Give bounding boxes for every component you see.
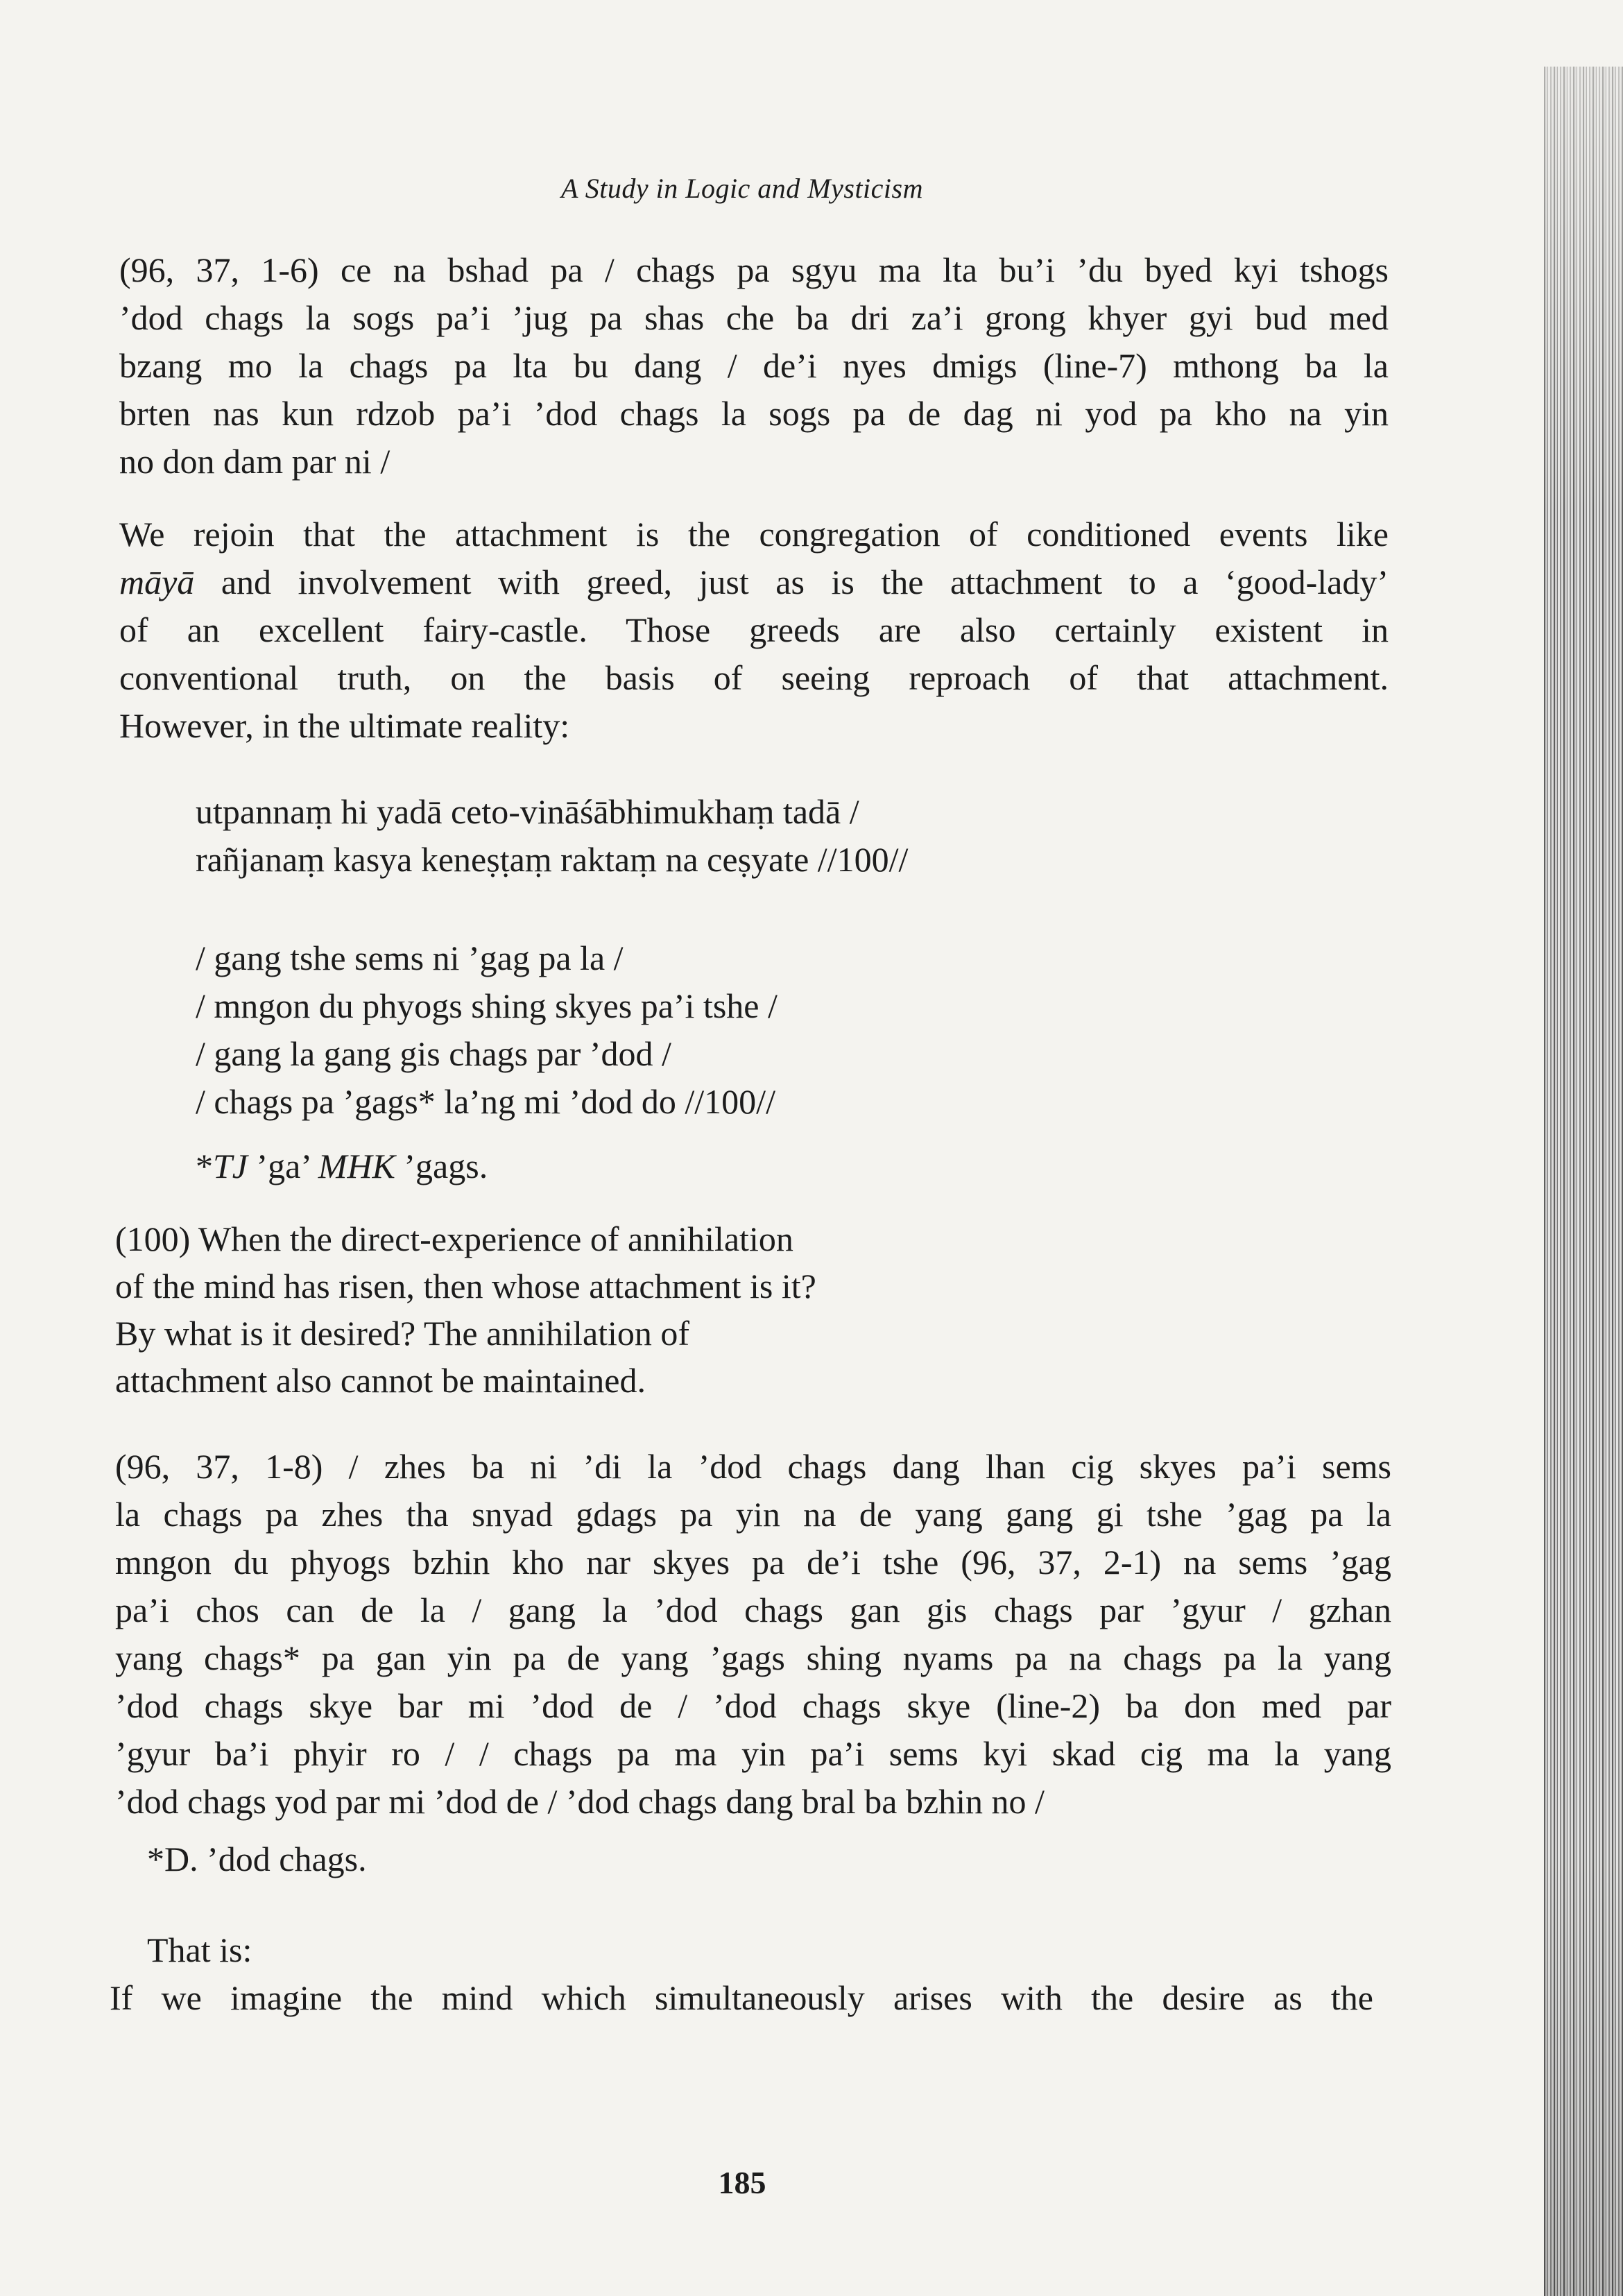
text-segment: ’ga’ (248, 1147, 318, 1185)
text-segment: of an excellent fairy-castle. Those greeds are also certainly existent in (119, 610, 1389, 649)
text-line: pa’i chos can de la / gang la ’dod chags gan gis chags par ’gyur / gzhan (115, 1591, 1391, 1629)
footnote-line (196, 1142, 750, 1190)
text-line (119, 654, 1389, 702)
text-line: attachment also cannot be maintained. (115, 1361, 646, 1400)
tibetan-paragraph-2 (115, 1443, 1391, 1826)
verse-line: utpannaṃ hi yadā ceto-vināśābhimukhaṃ tadā / (196, 792, 859, 831)
text-line: no don dam par ni / (119, 442, 390, 481)
verse-line: rañjanaṃ kasya keneṣṭaṃ raktaṃ na ceṣyate //100// (196, 840, 909, 879)
verse-line: / chags pa ’gags* la’ng mi ’dod do //100// (196, 1082, 775, 1121)
english-paragraph-2 (110, 1974, 1373, 2022)
running-head-title: A Study in Logic and Mysticism (561, 173, 923, 204)
text-segment: conventional truth, on the basis of seeing reproach of that attachment. (119, 658, 1389, 697)
text-segment: ’gags. (395, 1147, 488, 1185)
text-line: ’gyur ba’i phyir ro / / chags pa ma yin pa’i sems kyi skad cig ma la yang (115, 1734, 1391, 1773)
footnote-star: * (196, 1147, 213, 1185)
translation-verse-100 (115, 1215, 1017, 1404)
page-number: 185 (718, 2165, 766, 2200)
italic-term-maya: māyā (119, 563, 195, 601)
footnote-1 (196, 1142, 750, 1190)
tibetan-verse (196, 934, 1236, 1126)
tibetan-paragraph-1 (119, 246, 1389, 486)
text-line: That is: (147, 1930, 252, 1969)
footnote-2 (147, 1835, 702, 1883)
siglum-mhk: MHK (318, 1147, 395, 1185)
text-line (119, 702, 1389, 750)
text-segment: We rejoin that the attachment is the congregation of conditioned events like (119, 515, 1389, 554)
text-line: (100) When the direct-experience of annihilation (115, 1219, 793, 1258)
verse-line: / gang la gang gis chags par ’dod / (196, 1034, 671, 1073)
text-line (119, 511, 1389, 558)
text-line: mngon du phyogs bzhin kho nar skyes pa de’i tshe (96, 37, 2-1) na sems ’gag (115, 1543, 1391, 1582)
text-line (119, 558, 1389, 606)
verse-line: / mngon du phyogs shing skyes pa’i tshe / (196, 986, 778, 1025)
that-is-line (147, 1926, 702, 1974)
text-segment: However, in the ultimate reality: (119, 706, 570, 745)
text-line: ’dod chags yod par mi ’dod de / ’dod chags dang bral ba bzhin no / (115, 1782, 1045, 1821)
text-line: (96, 37, 1-6) ce na bshad pa / chags pa sgyu ma lta bu’i ’du byed kyi tshogs (119, 250, 1389, 289)
text-line: bzang mo la chags pa lta bu dang / de’i nyes dmigs (line-7) mthong ba la (119, 346, 1389, 385)
text-line (119, 606, 1389, 654)
text-line: of the mind has risen, then whose attachment is it? (115, 1267, 816, 1305)
text-line: ’dod chags skye bar mi ’dod de / ’dod chags skye (line-2) ba don med par (115, 1686, 1391, 1725)
footnote-line: *D. ’dod chags. (147, 1840, 367, 1878)
text-line: ’dod chags la sogs pa’i ’jug pa shas che ba dri za’i grong khyer gyi bud med (119, 298, 1389, 337)
text-line: brten nas kun rdzob pa’i ’dod chags la sogs pa de dag ni yod pa kho na yin (119, 394, 1389, 433)
text-line: la chags pa zhes tha snyad gdags pa yin na de yang gang gi tshe ’gag pa la (115, 1495, 1391, 1534)
text-line: By what is it desired? The annihilation of (115, 1314, 690, 1353)
siglum-tj: TJ (213, 1147, 248, 1185)
english-paragraph-1 (119, 511, 1389, 750)
sanskrit-verse (196, 788, 1236, 884)
text-line: (96, 37, 1-8) / zhes ba ni ’di la ’dod chags dang lhan cig skyes pa’i sems (115, 1447, 1391, 1486)
verse-line: / gang tshe sems ni ’gag pa la / (196, 939, 624, 977)
text-line: If we imagine the mind which simultaneously arises with the desire as the (110, 1978, 1373, 2017)
binding-edge-shading (1544, 67, 1623, 2296)
text-segment: and involvement with greed, just as is the attachment to a ‘good-lady’ (194, 563, 1389, 601)
text-line: yang chags* pa gan yin pa de yang ’gags shing nyams pa na chags pa la yang (115, 1638, 1391, 1677)
